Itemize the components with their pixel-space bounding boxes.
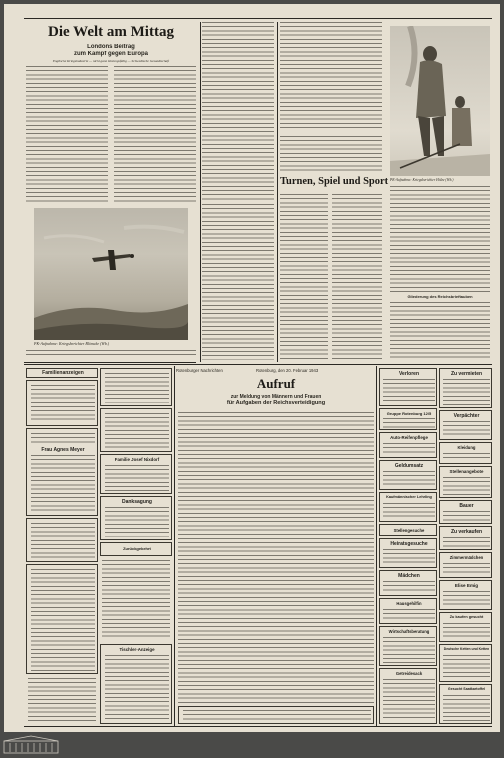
ad-a5: [379, 492, 437, 522]
ad-b4-text: [443, 477, 490, 495]
bottom-rule: [24, 726, 492, 727]
ad-b7-title: Zimmermädchen: [449, 555, 484, 560]
ad-a2-title: Gruppe Rotenburg 12/5: [386, 411, 432, 416]
aufruf-signature: [178, 706, 374, 724]
ad-b4: [439, 466, 492, 498]
col3-article-upper: [280, 22, 382, 130]
familien-header-box: [26, 368, 98, 378]
aufruf-right-rule: [376, 366, 377, 726]
middle-separator: [200, 22, 201, 362]
notice-col2-1-text: [105, 373, 169, 403]
ad-b7: [439, 552, 492, 578]
ad-a4-text: [383, 471, 435, 487]
welt-subtitle-1: Londons Beitrag: [87, 44, 135, 50]
top-rule: [24, 18, 492, 19]
ad-b3-text: [443, 453, 490, 461]
right-article: [390, 186, 490, 294]
sport-article-col1: [280, 194, 328, 360]
ad-b9-title: Zu kaufen gesucht: [449, 615, 484, 619]
ad-a3: [379, 432, 437, 458]
ad-a5-text: [383, 503, 435, 519]
aircraft-photo-caption: PK-Aufnahme: Kriegsberichter Blömcke (Wb.): [34, 342, 110, 346]
ad-b11-text: [443, 695, 490, 721]
left-bottom-rule: [24, 362, 196, 363]
ad-a9-text: [383, 609, 435, 621]
aufruf-sub-2: für Aufgaben der Reichsverteidigung: [226, 400, 326, 406]
notice-col2-4: [100, 496, 172, 540]
right-article-head: Gliederung des Reichsbrieftauben: [407, 294, 473, 299]
aircraft-photo: [34, 208, 188, 340]
aufruf-left-rule: [174, 366, 175, 726]
ad-a6-title: Stellengesuche: [393, 528, 425, 533]
ad-b2-text: [443, 421, 490, 437]
ad-b2-title: Verpächter: [453, 413, 480, 419]
ad-b8-text: [443, 591, 490, 607]
archive-logo-icon: [2, 735, 62, 755]
col3-article-lower: [280, 136, 382, 172]
ad-b6-title: Zu verkaufen: [450, 529, 483, 535]
notice-col2-3: [100, 454, 172, 494]
family-notice-2-text-a: [31, 433, 95, 445]
middle-article-mid: [202, 204, 274, 360]
notice-col2-7: [100, 644, 172, 724]
ad-a8-title: Mädchen: [398, 573, 420, 579]
ad-a2: [379, 408, 437, 430]
ad-a1-title: Verloren: [398, 371, 419, 377]
welt-article-col2: [114, 66, 196, 202]
ad-a9-title: Hausgehilfin: [396, 601, 422, 606]
archive-footer: [0, 732, 504, 758]
ad-b11: [439, 684, 492, 724]
aufruf-sub-1: zur Meldung von Männern und Frauen: [230, 394, 322, 400]
family-notice-1: [26, 380, 98, 426]
ad-b2: [439, 410, 492, 440]
ad-a11-title: Getreidesack: [395, 671, 423, 676]
right-article-2: [390, 302, 490, 360]
skier-photo: [390, 26, 490, 176]
welt-bottom-text: [26, 350, 196, 358]
ad-a4-title: Geldumsatz: [394, 463, 424, 469]
family-notice-2-title: Frau Agnes Meyer: [41, 447, 85, 453]
ad-b6: [439, 526, 492, 550]
ad-a5-title: Kaufmännischer Lehrling: [386, 495, 432, 499]
family-notice-5: [28, 678, 96, 724]
ad-b10-text: [443, 655, 490, 679]
family-notice-3: [26, 518, 98, 562]
sport-title: Turnen, Spiel und Sport: [280, 176, 389, 187]
skier-photo-svg: [390, 26, 490, 176]
notice-col2-3-text: [105, 465, 169, 491]
ad-a7-text: [383, 549, 435, 565]
ad-a7-title: Heiratsgesuche: [390, 541, 428, 547]
family-notice-2-text-b: [31, 455, 95, 513]
ad-b6-text: [443, 537, 490, 547]
notice-col2-2-text: [105, 413, 169, 449]
date-line: Rotenburg, den 20. Februar 1943: [256, 368, 319, 373]
aufruf-title: Aufruf: [256, 376, 296, 391]
ad-b1: [439, 368, 492, 408]
family-notice-3-text: [31, 523, 95, 559]
ad-b7-text: [443, 563, 490, 575]
notice-col2-7-title: Tischler-Anzeige: [119, 647, 155, 652]
notice-col2-1: [100, 368, 172, 406]
ad-a1: [379, 368, 437, 406]
family-notice-2: [26, 428, 98, 516]
notice-col2-7-text: [105, 655, 169, 721]
newspaper-page: [4, 4, 500, 732]
ad-a7: [379, 538, 437, 568]
ad-a11: [379, 668, 437, 724]
notice-col2-5: [100, 542, 172, 556]
ad-b1-text: [443, 379, 490, 405]
welt-title: Die Welt am Mittag: [48, 24, 174, 40]
ad-b10-title: Deutsche Ketten und Ketten: [443, 647, 490, 651]
ad-b8-title: Elise Emig: [454, 583, 479, 588]
ad-a9: [379, 598, 437, 624]
masthead-line: Rotenburger Nachrichten: [176, 368, 223, 373]
ad-b9: [439, 612, 492, 642]
ad-b5-title: Bauer: [459, 503, 474, 509]
ad-b3: [439, 442, 492, 464]
notice-col2-4-title: Danksagung: [121, 499, 152, 505]
welt-deck: Englische Kriegsindustrie — nicht ganz leistungsfähig — Schwedische Gesandtschaft: [52, 59, 170, 63]
ad-b4-title: Stellenangebote: [449, 469, 484, 474]
ad-a1-text: [383, 379, 435, 403]
aufruf-signature-text: [183, 710, 371, 722]
ad-b1-title: Zu vermieten: [450, 371, 483, 377]
ad-a8: [379, 570, 437, 596]
middle-article-upper: [202, 22, 274, 202]
welt-article-col1: [26, 66, 108, 202]
sport-article-col2: [332, 194, 382, 360]
ad-b9-text: [443, 623, 490, 639]
ad-a11-text: [383, 679, 435, 721]
notice-col2-5-title: Zurückgekehrt: [123, 546, 151, 551]
ad-a3-title: Auto-Reifenpflege: [390, 435, 428, 440]
ad-b5: [439, 500, 492, 524]
ad-a10-title: Wirtschaftsberatung: [388, 629, 430, 634]
welt-subtitle-2: zum Kampf gegen Europa: [73, 51, 148, 57]
ad-a6: [379, 524, 437, 536]
ad-a2-text: [383, 418, 435, 428]
ad-a3-text: [383, 443, 435, 455]
col3-separator: [277, 22, 278, 362]
skier-photo-caption: PK-Aufnahme: Kriegsberichter Hölze (Wb.): [390, 178, 454, 182]
ad-b8: [439, 580, 492, 610]
notice-col2-4-text: [105, 507, 169, 537]
aircraft-photo-svg: [34, 208, 188, 340]
ad-b3-title: Kleidung: [457, 445, 476, 450]
ad-a8-text: [383, 581, 435, 593]
family-notice-4-text: [31, 569, 95, 671]
aufruf-body: [178, 412, 374, 704]
familien-header: Familienanzeigen: [42, 370, 84, 376]
family-notice-1-text: [31, 385, 95, 423]
ad-b5-text: [443, 511, 490, 521]
ad-b11-title: Gesucht Saatkartoffel: [447, 687, 486, 691]
ad-a10-text: [383, 637, 435, 663]
page-divider: [24, 364, 492, 365]
ad-a4: [379, 460, 437, 490]
notice-col2-2: [100, 408, 172, 452]
family-notice-4: [26, 564, 98, 674]
notice-col2-6: [102, 560, 170, 640]
ad-b10: [439, 644, 492, 682]
ad-a10: [379, 626, 437, 666]
notice-col2-3-title: Familie Josef Nixdorf: [114, 457, 160, 462]
